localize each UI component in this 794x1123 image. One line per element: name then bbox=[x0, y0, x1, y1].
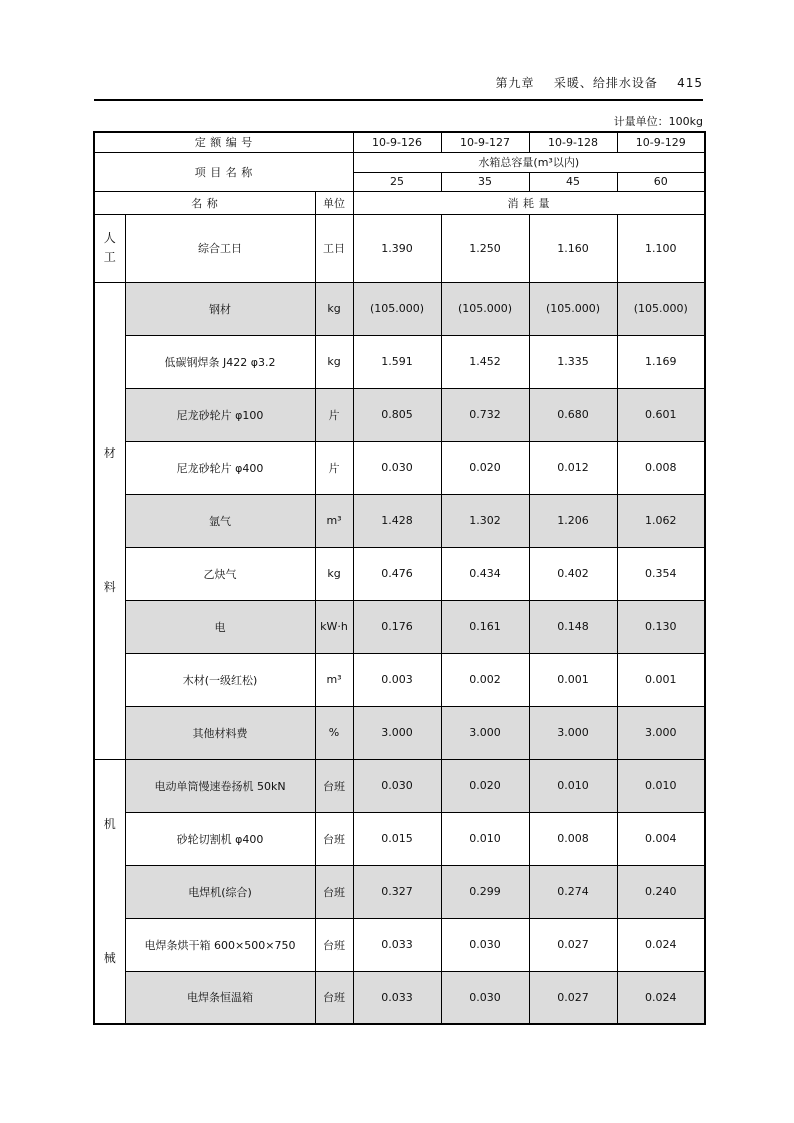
value-cell: 0.027 bbox=[529, 971, 617, 1024]
capacity-cell: 35 bbox=[441, 172, 529, 191]
value-cell: 0.030 bbox=[441, 971, 529, 1024]
code-cell: 10-9-129 bbox=[617, 132, 705, 152]
value-cell: 1.335 bbox=[529, 335, 617, 388]
unit-cell: m³ bbox=[315, 653, 353, 706]
item-name-cell: 低碳钢焊条 J422 φ3.2 bbox=[125, 335, 315, 388]
value-cell: 0.033 bbox=[353, 971, 441, 1024]
item-name-cell: 尼龙砂轮片 φ100 bbox=[125, 388, 315, 441]
value-cell: 0.148 bbox=[529, 600, 617, 653]
value-cell: 3.000 bbox=[617, 706, 705, 759]
value-cell: 0.015 bbox=[353, 812, 441, 865]
table-row bbox=[94, 865, 705, 918]
value-cell: 0.354 bbox=[617, 547, 705, 600]
table-row bbox=[94, 388, 705, 441]
value-cell: 0.024 bbox=[617, 918, 705, 971]
category-char: 料 bbox=[103, 580, 116, 595]
table-row bbox=[94, 282, 705, 335]
value-cell: 1.100 bbox=[617, 214, 705, 282]
chapter-label: 第九章 bbox=[495, 76, 535, 90]
table-row bbox=[94, 706, 705, 759]
item-name-cell: 电焊机(综合) bbox=[125, 865, 315, 918]
quota-table bbox=[93, 131, 706, 1025]
category-char: 机 bbox=[103, 816, 116, 831]
capacity-cell: 45 bbox=[529, 172, 617, 191]
table-row bbox=[94, 335, 705, 388]
unit-cell: kW·h bbox=[315, 600, 353, 653]
unit-cell: m³ bbox=[315, 494, 353, 547]
unit-cell: kg bbox=[315, 282, 353, 335]
value-cell: 1.428 bbox=[353, 494, 441, 547]
value-cell: 0.299 bbox=[441, 865, 529, 918]
capacity-cell: 25 bbox=[353, 172, 441, 191]
table-row bbox=[94, 214, 705, 282]
table-row bbox=[94, 812, 705, 865]
value-cell: 1.160 bbox=[529, 214, 617, 282]
value-cell: 0.002 bbox=[441, 653, 529, 706]
page-header bbox=[94, 74, 703, 100]
value-cell: 0.476 bbox=[353, 547, 441, 600]
value-cell: 0.020 bbox=[441, 759, 529, 812]
item-name-cell: 电动单筒慢速卷扬机 50kN bbox=[125, 759, 315, 812]
value-cell: 0.805 bbox=[353, 388, 441, 441]
item-name-cell: 氩气 bbox=[125, 494, 315, 547]
value-cell: 0.003 bbox=[353, 653, 441, 706]
value-cell: 0.176 bbox=[353, 600, 441, 653]
table-row bbox=[94, 547, 705, 600]
value-cell: 0.033 bbox=[353, 918, 441, 971]
unit-cell: kg bbox=[315, 547, 353, 600]
unit-cell: 片 bbox=[315, 441, 353, 494]
value-cell: 0.010 bbox=[441, 812, 529, 865]
item-name-cell: 其他材料费 bbox=[125, 706, 315, 759]
value-cell: 1.302 bbox=[441, 494, 529, 547]
value-cell: 0.001 bbox=[617, 653, 705, 706]
unit-cell: 台班 bbox=[315, 812, 353, 865]
value-cell: 1.452 bbox=[441, 335, 529, 388]
value-cell: 1.591 bbox=[353, 335, 441, 388]
value-cell: 0.402 bbox=[529, 547, 617, 600]
item-name-cell: 电焊条恒温箱 bbox=[125, 971, 315, 1024]
code-label: 定 额 编 号 bbox=[94, 132, 353, 152]
unit-cell: 台班 bbox=[315, 918, 353, 971]
value-cell: 0.008 bbox=[529, 812, 617, 865]
code-cell: 10-9-126 bbox=[353, 132, 441, 152]
category-cell bbox=[94, 282, 125, 759]
value-cell: 1.206 bbox=[529, 494, 617, 547]
category-char: 械 bbox=[103, 950, 116, 965]
value-cell: 1.169 bbox=[617, 335, 705, 388]
unit-cell: 工日 bbox=[315, 214, 353, 282]
value-cell: 1.250 bbox=[441, 214, 529, 282]
value-cell: (105.000) bbox=[353, 282, 441, 335]
capacity-label: 水箱总容量(m³以内) bbox=[353, 152, 705, 172]
table-row bbox=[94, 494, 705, 547]
value-cell: (105.000) bbox=[529, 282, 617, 335]
unit-cell: 台班 bbox=[315, 971, 353, 1024]
value-cell: 0.601 bbox=[617, 388, 705, 441]
running-title bbox=[496, 74, 703, 91]
value-cell: 0.680 bbox=[529, 388, 617, 441]
value-cell: 0.027 bbox=[529, 918, 617, 971]
unit-column-header: 单位 bbox=[315, 191, 353, 214]
value-cell: 1.062 bbox=[617, 494, 705, 547]
value-cell: 1.390 bbox=[353, 214, 441, 282]
value-cell: 0.030 bbox=[353, 759, 441, 812]
capacity-cell: 60 bbox=[617, 172, 705, 191]
value-cell: 3.000 bbox=[529, 706, 617, 759]
value-cell: 0.030 bbox=[441, 918, 529, 971]
table-row bbox=[94, 918, 705, 971]
page-number: 415 bbox=[677, 76, 703, 90]
unit-cell: 台班 bbox=[315, 865, 353, 918]
code-cell: 10-9-128 bbox=[529, 132, 617, 152]
item-name-cell: 电 bbox=[125, 600, 315, 653]
item-name-cell: 砂轮切割机 φ400 bbox=[125, 812, 315, 865]
value-cell: 0.004 bbox=[617, 812, 705, 865]
value-cell: 0.024 bbox=[617, 971, 705, 1024]
item-name-cell: 木材(一级红松) bbox=[125, 653, 315, 706]
unit-cell: kg bbox=[315, 335, 353, 388]
unit-cell: 片 bbox=[315, 388, 353, 441]
value-cell: 3.000 bbox=[441, 706, 529, 759]
value-cell: (105.000) bbox=[441, 282, 529, 335]
value-cell: 0.274 bbox=[529, 865, 617, 918]
value-cell: 0.732 bbox=[441, 388, 529, 441]
unit-note: 计量单位：100kg bbox=[613, 115, 703, 128]
value-cell: 0.130 bbox=[617, 600, 705, 653]
value-cell: 3.000 bbox=[353, 706, 441, 759]
header-rule bbox=[94, 99, 703, 101]
table-row bbox=[94, 600, 705, 653]
table-row bbox=[94, 759, 705, 812]
item-name-cell: 尼龙砂轮片 φ400 bbox=[125, 441, 315, 494]
value-cell: 0.012 bbox=[529, 441, 617, 494]
category-char: 工 bbox=[103, 250, 116, 264]
value-cell: 0.008 bbox=[617, 441, 705, 494]
table-row bbox=[94, 441, 705, 494]
code-cell: 10-9-127 bbox=[441, 132, 529, 152]
value-cell: 0.240 bbox=[617, 865, 705, 918]
value-cell: 0.327 bbox=[353, 865, 441, 918]
table-row bbox=[94, 653, 705, 706]
category-cell bbox=[94, 214, 125, 282]
item-name-label: 项 目 名 称 bbox=[94, 152, 353, 191]
unit-cell: 台班 bbox=[315, 759, 353, 812]
category-char: 材 bbox=[103, 445, 116, 460]
item-name-cell: 电焊条烘干箱 600×500×750 bbox=[125, 918, 315, 971]
value-cell: 0.161 bbox=[441, 600, 529, 653]
consumption-header: 消 耗 量 bbox=[353, 191, 705, 214]
item-name-cell: 综合工日 bbox=[125, 214, 315, 282]
value-cell: 0.001 bbox=[529, 653, 617, 706]
name-column-header: 名 称 bbox=[94, 191, 315, 214]
unit-cell: % bbox=[315, 706, 353, 759]
category-char: 人 bbox=[103, 230, 116, 245]
category-cell bbox=[94, 759, 125, 1024]
table-row bbox=[94, 971, 705, 1024]
value-cell: 0.010 bbox=[617, 759, 705, 812]
item-name-cell: 乙炔气 bbox=[125, 547, 315, 600]
value-cell: (105.000) bbox=[617, 282, 705, 335]
value-cell: 0.020 bbox=[441, 441, 529, 494]
value-cell: 0.010 bbox=[529, 759, 617, 812]
item-name-cell: 钢材 bbox=[125, 282, 315, 335]
section-title: 采暖、给排水设备 bbox=[553, 76, 658, 90]
value-cell: 0.030 bbox=[353, 441, 441, 494]
value-cell: 0.434 bbox=[441, 547, 529, 600]
